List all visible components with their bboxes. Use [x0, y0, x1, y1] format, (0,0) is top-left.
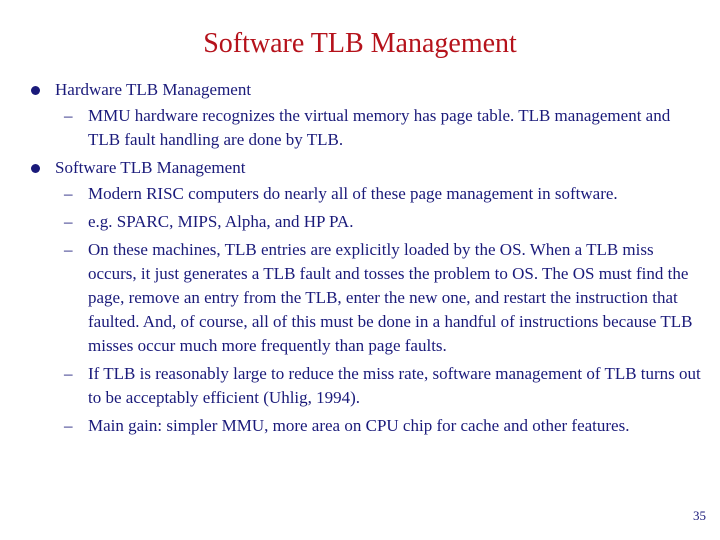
- bullet-icon: [31, 86, 40, 95]
- bullet-text: Software TLB Management: [55, 158, 246, 177]
- sub-bullet-text: MMU hardware recognizes the virtual memory has page table. TLB management and TLB fault handling are done by TLB.: [88, 106, 671, 149]
- sub-bullet: [30, 182, 702, 206]
- dash-icon: –: [64, 240, 73, 259]
- dash-icon: –: [64, 184, 73, 203]
- bullet-software-tlb: [30, 156, 702, 180]
- slide-title: Software TLB Management: [203, 28, 517, 59]
- sub-bullet: [30, 210, 702, 234]
- sub-bullet: [30, 362, 702, 410]
- slide-body: [30, 78, 702, 442]
- bullet-hardware-tlb: [30, 78, 702, 102]
- dash-icon: –: [64, 364, 73, 383]
- sub-bullet-text: If TLB is reasonably large to reduce the miss rate, software management of TLB turns out to be acceptably efficient (Uhlig, 1994).: [88, 364, 701, 407]
- sub-bullet-text: e.g. SPARC, MIPS, Alpha, and HP PA.: [88, 212, 354, 231]
- bullet-icon: [31, 164, 40, 173]
- sub-bullet-text: On these machines, TLB entries are explicitly loaded by the OS. When a TLB miss occurs, it just generates a TLB fault and tosses the problem to OS. The OS must find the page, remove an entry from the TLB, enter the new one, and restart the instruction that faulted. And, of course, all of this must be done in a handful of instructions because TLB misses occur much more frequently than page faults.: [88, 240, 693, 355]
- sub-bullet: [30, 414, 702, 438]
- sub-bullet: [30, 238, 702, 358]
- sub-bullet-text: Main gain: simpler MMU, more area on CPU chip for cache and other features.: [88, 416, 630, 435]
- dash-icon: –: [64, 416, 73, 435]
- page-number: 35: [693, 508, 706, 523]
- dash-icon: –: [64, 106, 73, 125]
- sub-bullet: [30, 104, 702, 152]
- sub-bullet-text: Modern RISC computers do nearly all of these page management in software.: [88, 184, 618, 203]
- bullet-text: Hardware TLB Management: [55, 80, 252, 99]
- dash-icon: –: [64, 212, 73, 231]
